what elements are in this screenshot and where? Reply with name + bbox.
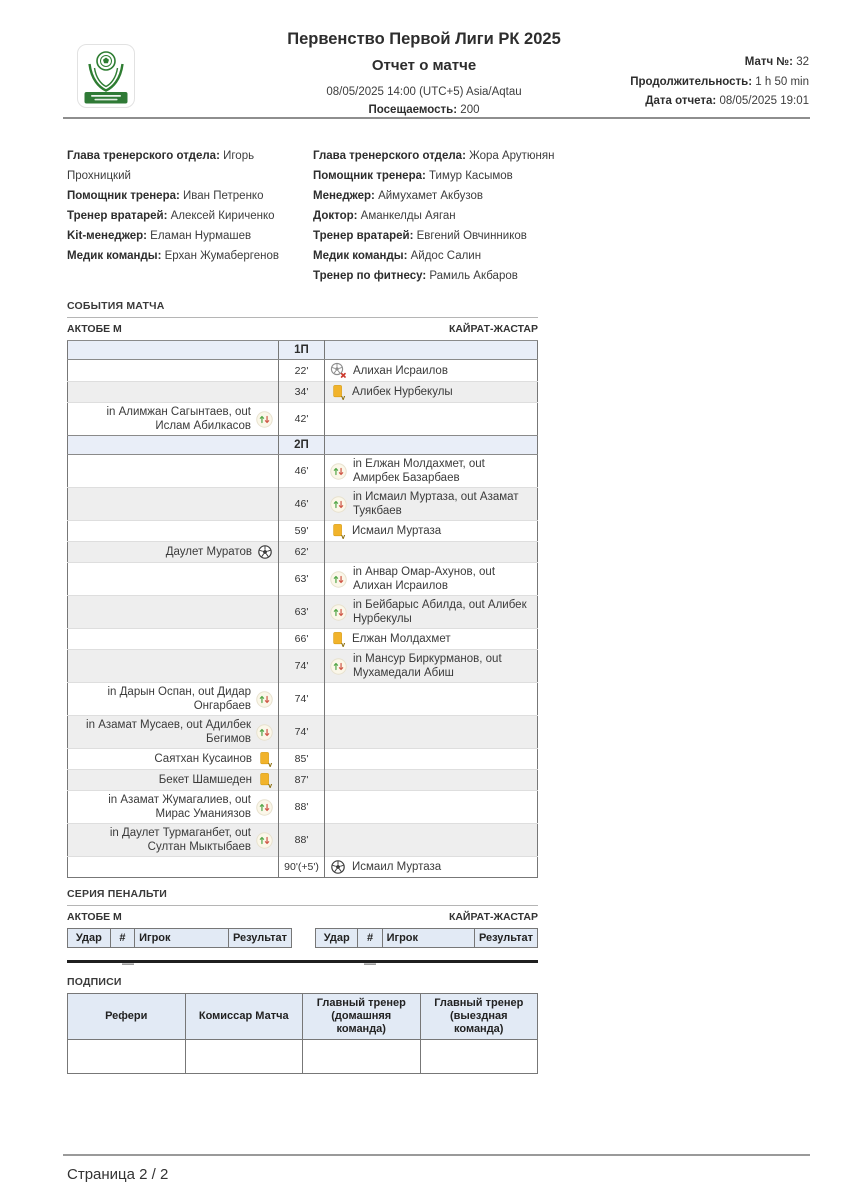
home-team-name: АКТОБЕ М [67, 323, 122, 335]
substitution-icon [330, 571, 347, 588]
staff-role-label: Тренер по фитнесу: [313, 270, 427, 282]
staff-line [67, 206, 307, 226]
signature-empty-cell [185, 1040, 303, 1074]
event-cell [330, 523, 532, 539]
event-time: 46' [279, 455, 325, 488]
league-logo [77, 44, 135, 108]
event-cell [73, 685, 273, 713]
missed-penalty-icon [330, 362, 347, 379]
signature-empty-cell [68, 1040, 186, 1074]
event-text: in Азамат Мусаев, out Адилбек Бегимов [86, 719, 251, 745]
penalty-table-home [67, 928, 292, 948]
event-row [68, 563, 538, 596]
staff-line [67, 226, 307, 246]
report-subtitle: Отчет о матче [371, 57, 477, 74]
penalty-column-header: Результат [228, 929, 291, 948]
staff-person-name: Алексей Кириченко [167, 210, 275, 222]
staff-role-label: Тренер вратарей: [67, 210, 168, 222]
event-cell [330, 565, 532, 593]
event-text: Даулет Муратов [165, 546, 252, 558]
yellow-card-icon [257, 751, 273, 767]
page-number: Страница 2 / 2 [67, 1166, 169, 1183]
staff-line [67, 186, 307, 206]
staff-person-name: Ерхан Жумабергенов [161, 250, 279, 262]
event-text: in Анвар Омар-Ахунов, out Алихан Исраилов [353, 566, 496, 592]
penalty-empty-away: — [364, 956, 376, 970]
event-row [68, 857, 538, 878]
event-text: in Бейбарыс Абилда, out Алибек Нурбекулы [353, 599, 527, 625]
event-cell [73, 718, 273, 746]
penalty-header-row [68, 929, 292, 948]
event-time: 85' [279, 749, 325, 770]
event-time: 46' [279, 488, 325, 521]
staff-person-name: Жора Арутюнян [465, 150, 555, 162]
event-text: Исмаил Муртаза [352, 525, 442, 537]
event-row [68, 824, 538, 857]
match-number-line [630, 53, 809, 73]
event-text: in Дарын Оспан, out Дидар Онгарбаев [107, 686, 251, 712]
event-text: Елжан Молдахмет [352, 633, 451, 645]
svg-text:y: y [268, 760, 273, 767]
duration-value: 1 h 50 min [755, 75, 809, 88]
signature-column-header: Комиссар Матча [185, 994, 303, 1040]
staff-person-name: Аманкелды Аяган [357, 210, 456, 222]
report-date-label: Дата отчета: [645, 95, 717, 107]
event-row [68, 596, 538, 629]
staff-person-name: Игорь Прохницкий [67, 150, 255, 182]
penalty-column-header: Удар [68, 929, 111, 948]
event-text: Бекет Шамшеден [158, 774, 252, 786]
event-row [68, 770, 538, 791]
home-team-name: АКТОБЕ М [67, 911, 122, 923]
staff-role-label: Доктор: [313, 210, 358, 222]
header-divider [63, 117, 810, 119]
event-cell [73, 826, 273, 854]
staff-line [313, 206, 563, 226]
staff-person-name: Рамиль Акбаров [426, 270, 518, 282]
staff-line [67, 246, 307, 266]
staff-person-name: Аймухамет Акбузов [374, 190, 484, 202]
staff-role-label: Глава тренерского отдела: [313, 150, 466, 162]
penalties-section-title: СЕРИЯ ПЕНАЛЬТИ [67, 888, 168, 900]
page-title: Первенство Первой Лиги РК 2025 [287, 30, 561, 48]
svg-text:y: y [268, 781, 273, 788]
signatures-section [67, 976, 538, 1074]
svg-text:y: y [341, 640, 346, 647]
events-section-title: СОБЫТИЯ МАТЧА [67, 300, 165, 312]
event-text: in Исмаил Муртаза, out Азамат Туякбаев [353, 491, 519, 517]
penalty-column-header: Игрок [135, 929, 229, 948]
event-row [68, 403, 538, 436]
event-text: in Даулет Турмаганбет, out Султан Мыктыбаев [109, 827, 251, 853]
penalty-column-header: # [110, 929, 134, 948]
signature-column-header: Главный тренер (выездная команда) [420, 994, 538, 1040]
event-text: in Алимжан Сагынтаев, out Ислам Абилкасов [106, 406, 251, 432]
yellow-card-icon [257, 772, 273, 788]
match-number-label: Матч №: [744, 56, 793, 68]
report-header-right [630, 53, 809, 112]
staff-line [313, 246, 563, 266]
event-text: in Мансур Биркурманов, out Мухамедали Абиш [353, 653, 502, 679]
substitution-icon [330, 463, 347, 480]
event-time: 90'(+5') [279, 857, 325, 878]
event-cell [330, 652, 532, 680]
footer-divider [63, 1154, 810, 1156]
event-cell [330, 598, 532, 626]
event-time: 74' [279, 683, 325, 716]
staff-role-label: Глава тренерского отдела: [67, 150, 220, 162]
substitution-icon [330, 604, 347, 621]
event-time: 59' [279, 521, 325, 542]
event-time: 63' [279, 596, 325, 629]
event-time: 87' [279, 770, 325, 791]
penalty-column-header: Результат [474, 929, 537, 948]
event-text: in Елжан Молдахмет, out Амирбек Базарбаев [353, 458, 485, 484]
events-section-divider [67, 317, 538, 318]
signatures-table [67, 993, 538, 1074]
event-cell [330, 457, 532, 485]
penalty-header-row [316, 929, 538, 948]
signature-column-header: Рефери [68, 994, 186, 1040]
substitution-icon [256, 411, 273, 428]
report-header-center [174, 30, 674, 119]
signatures-header-row [68, 994, 538, 1040]
staff-person-name: Евгений Овчинников [413, 230, 527, 242]
substitution-icon [256, 799, 273, 816]
event-time: 74' [279, 650, 325, 683]
event-row [68, 455, 538, 488]
away-team-name: КАЙРАТ-ЖАСТАР [448, 911, 538, 923]
staff-line [67, 146, 307, 186]
yellow-card-icon [330, 631, 346, 647]
penalty-table-away [315, 928, 538, 948]
penalty-column-header: # [358, 929, 382, 948]
signatures-empty-row [68, 1040, 538, 1074]
event-time: 66' [279, 629, 325, 650]
event-cell [73, 772, 273, 788]
event-time: 88' [279, 824, 325, 857]
event-time: 74' [279, 716, 325, 749]
event-row [68, 629, 538, 650]
substitution-icon [330, 496, 347, 513]
penalty-tables [67, 928, 538, 948]
signature-empty-cell [303, 1040, 421, 1074]
penalties-team-row [67, 911, 538, 924]
staff-role-label: Kit-менеджер: [67, 230, 147, 242]
staff-role-label: Менеджер: [313, 190, 375, 202]
away-team-name: КАЙРАТ-ЖАСТАР [448, 323, 538, 335]
yellow-card-icon [330, 523, 346, 539]
signature-empty-cell [420, 1040, 538, 1074]
goal-icon [257, 544, 273, 560]
event-time: 42' [279, 403, 325, 436]
attendance-label: Посещаемость: [368, 104, 458, 116]
match-events-section [67, 300, 538, 878]
event-cell [73, 751, 273, 767]
event-row [68, 360, 538, 382]
staff-person-name: Тимур Касымов [425, 170, 513, 182]
event-row [68, 749, 538, 770]
staff-person-name: Иван Петренко [179, 190, 264, 202]
events-table [67, 340, 538, 878]
substitution-icon [330, 658, 347, 675]
event-row [68, 521, 538, 542]
event-time: 34' [279, 382, 325, 403]
event-row [68, 716, 538, 749]
event-text: in Азамат Жумагалиев, out Мирас Уманиязов [108, 794, 251, 820]
event-row [68, 488, 538, 521]
staff-line [313, 226, 563, 246]
staff-role-label: Медик команды: [313, 250, 408, 262]
penalty-column-header: Игрок [382, 929, 474, 948]
penalties-section-divider [67, 905, 538, 906]
substitution-icon [256, 832, 273, 849]
staff-line [313, 166, 563, 186]
event-cell [330, 490, 532, 518]
event-text: Саятхан Кусаинов [154, 753, 252, 765]
event-time: 62' [279, 542, 325, 563]
report-date-value: 08/05/2025 19:01 [719, 95, 809, 107]
period-label: 1П [279, 341, 325, 360]
event-text: Алихан Исраилов [353, 364, 448, 377]
staff-person-name: Еламан Нурмашев [146, 230, 252, 242]
substitution-icon [256, 724, 273, 741]
event-text: Исмаил Муртаза [352, 861, 442, 873]
event-cell [73, 793, 273, 821]
svg-text:y: y [341, 393, 346, 400]
event-time: 88' [279, 791, 325, 824]
league-logo-icon [77, 44, 135, 108]
event-text: Алибек Нурбекулы [352, 386, 453, 398]
attendance-value: 200 [460, 104, 480, 116]
period-header-row [68, 341, 538, 360]
staff-line [313, 146, 563, 166]
signatures-section-title: ПОДПИСИ [67, 976, 122, 988]
events-team-row [67, 323, 538, 336]
home-staff-list [67, 146, 307, 266]
staff-line [313, 186, 563, 206]
staff-role-label: Медик команды: [67, 250, 162, 262]
yellow-card-icon [330, 384, 346, 400]
period-label: 2П [279, 436, 325, 455]
staff-line [313, 266, 563, 286]
period-header-row [68, 436, 538, 455]
event-row [68, 542, 538, 563]
event-cell [330, 362, 532, 379]
penalty-empty-home: — [122, 956, 134, 970]
staff-role-label: Помощник тренера: [67, 190, 180, 202]
event-cell [330, 859, 532, 875]
signature-column-header: Главный тренер (домашняя команда) [303, 994, 421, 1040]
penalty-column-header: Удар [316, 929, 358, 948]
duration-line [630, 73, 809, 93]
event-row [68, 650, 538, 683]
svg-text:y: y [341, 532, 346, 539]
event-cell [73, 405, 273, 433]
staff-person-name: Айдос Салин [407, 250, 482, 262]
penalty-shootout-section [67, 888, 538, 970]
goal-icon [330, 859, 346, 875]
penalty-empty-indicators [67, 956, 538, 970]
section-thick-divider [67, 960, 538, 963]
events-table-body [68, 341, 538, 878]
event-time: 63' [279, 563, 325, 596]
event-cell [330, 631, 532, 647]
event-row [68, 683, 538, 716]
event-cell [73, 544, 273, 560]
match-number-value: 32 [796, 56, 809, 68]
report-date-line [630, 92, 809, 112]
event-row [68, 791, 538, 824]
match-datetime: 08/05/2025 14:00 (UTC+5) Asia/Aqtau [326, 86, 522, 98]
staff-role-label: Помощник тренера: [313, 170, 426, 182]
staff-role-label: Тренер вратарей: [313, 230, 414, 242]
event-time: 22' [279, 360, 325, 382]
event-cell [330, 384, 532, 400]
event-row [68, 382, 538, 403]
substitution-icon [256, 691, 273, 708]
duration-label: Продолжительность: [630, 75, 753, 88]
away-staff-list [313, 146, 563, 286]
